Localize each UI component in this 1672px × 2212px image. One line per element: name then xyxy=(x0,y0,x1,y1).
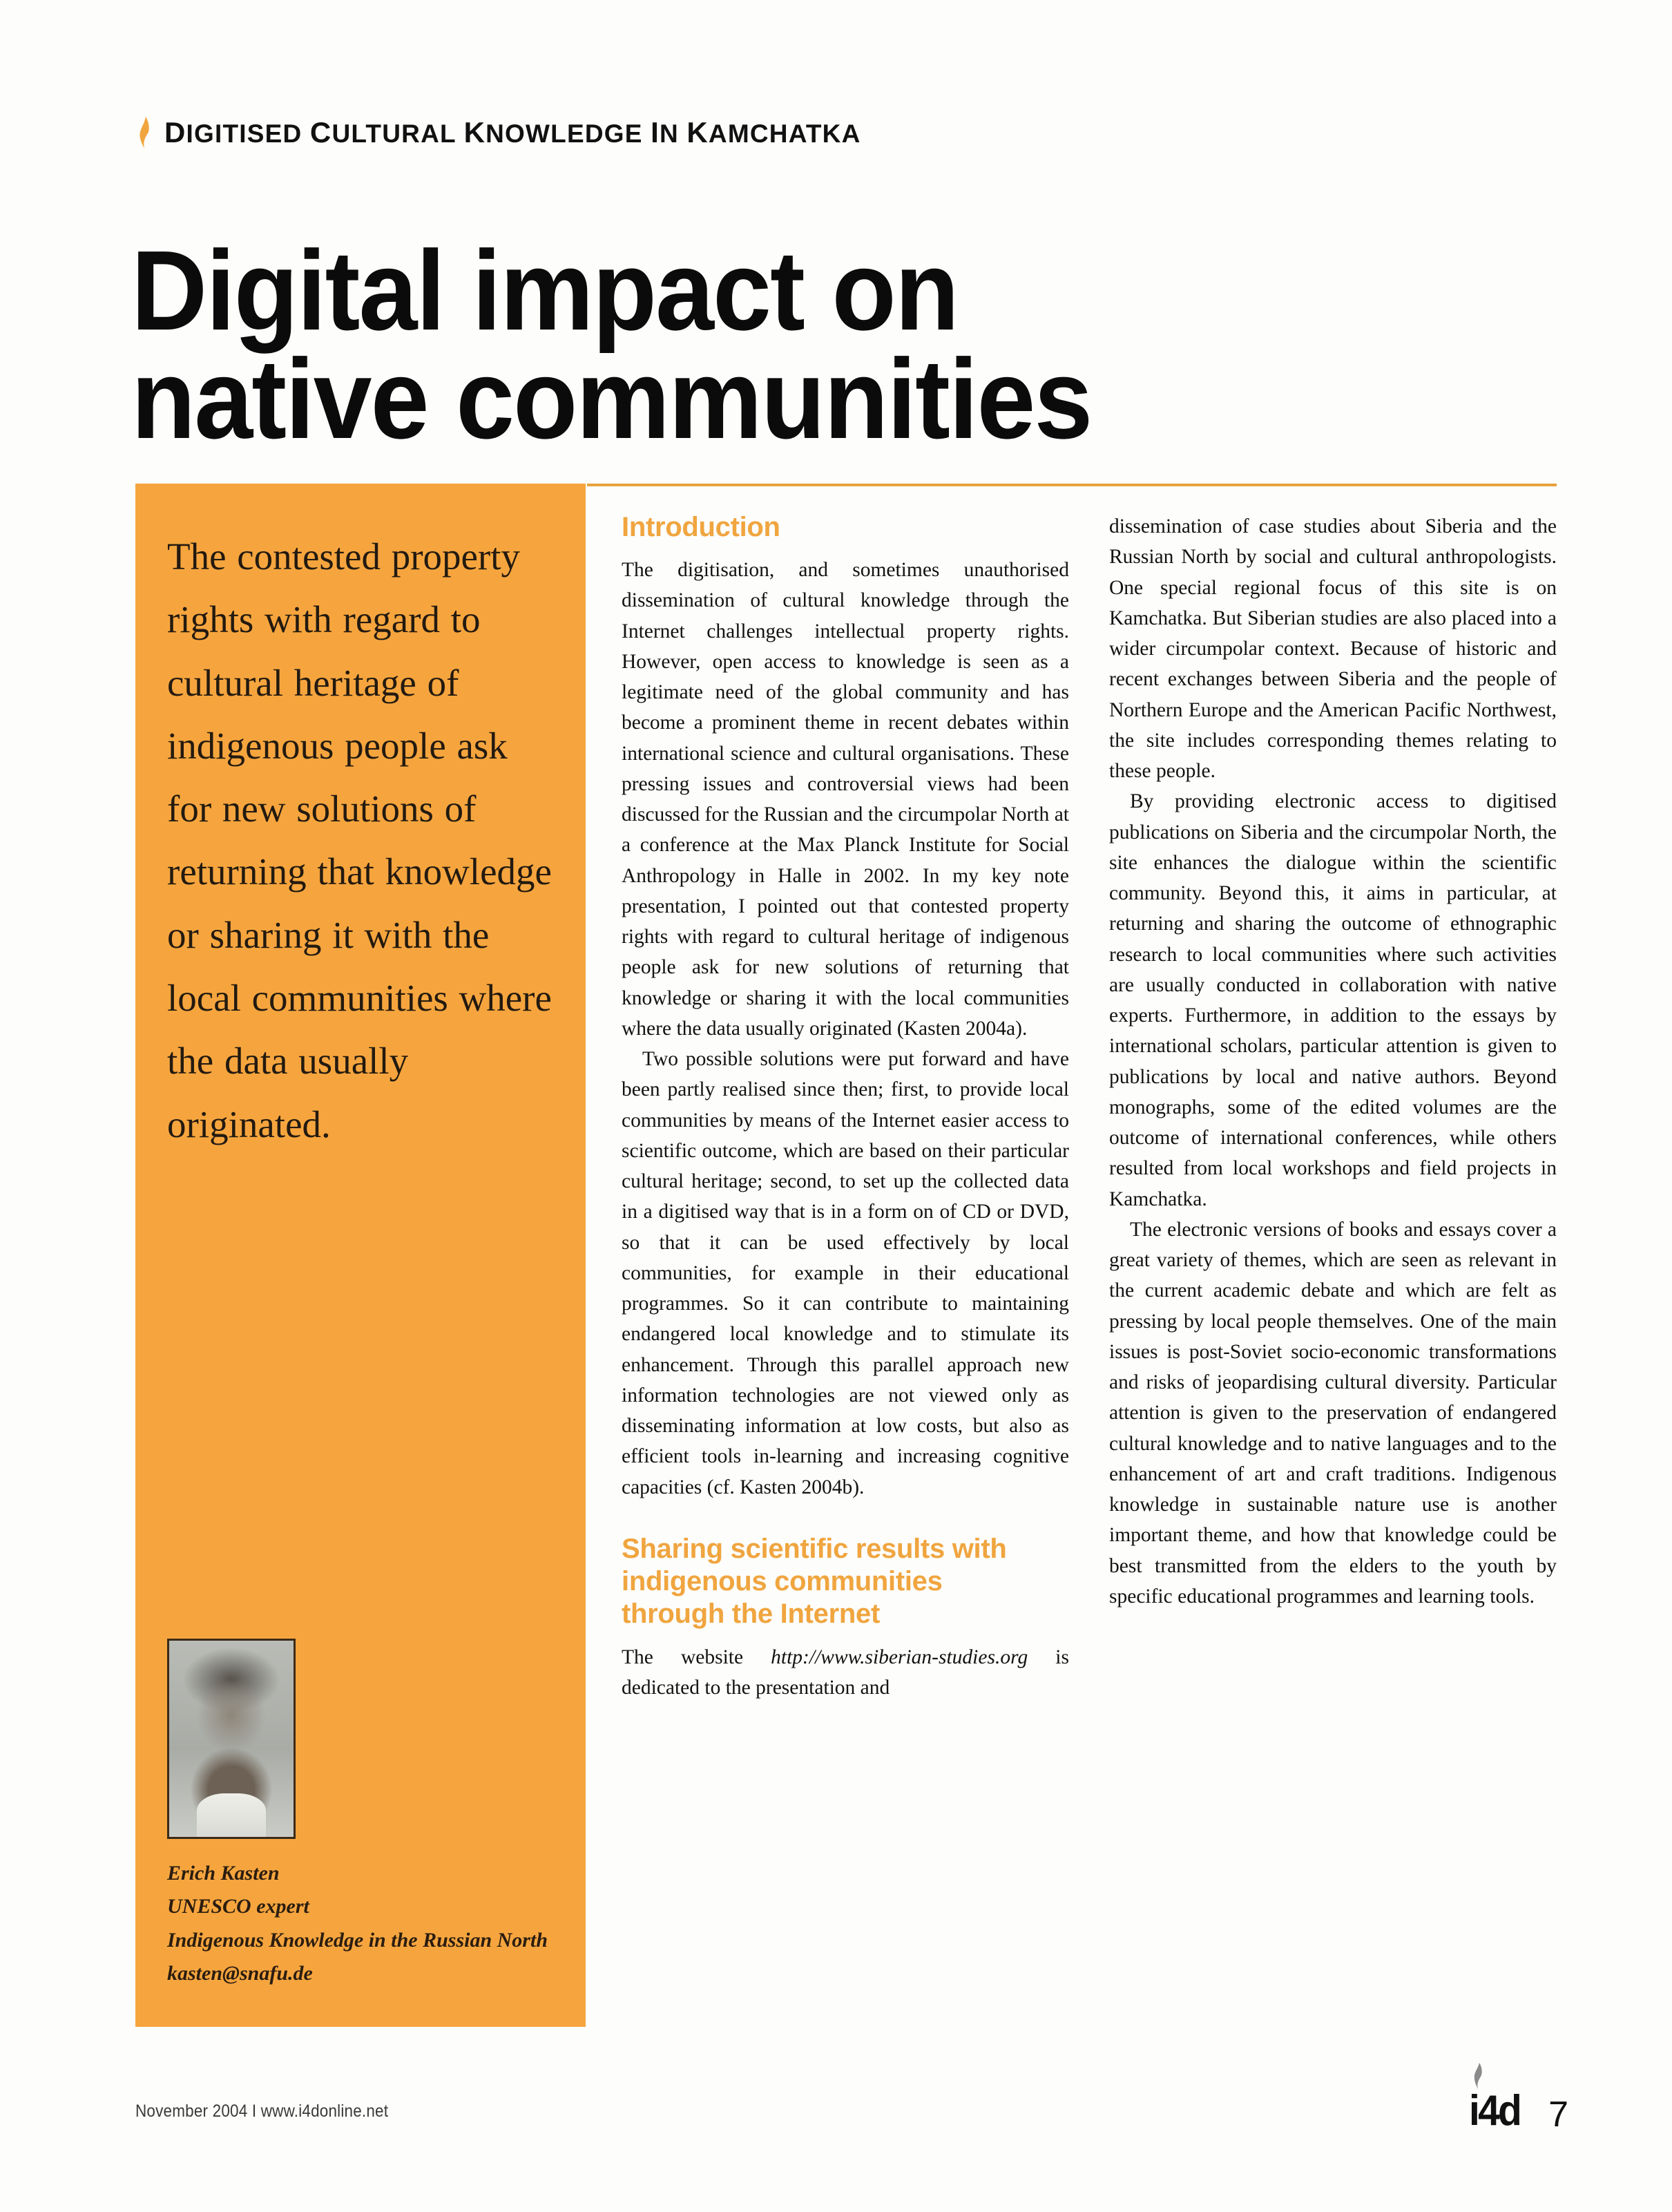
author-portrait-photo xyxy=(167,1639,296,1839)
pull-quote-text: The contested property rights with regard to cultural heritage of indigenous people ask for new solutions of returning that knowledge or sharing it with the local communities where the data usually originated. xyxy=(167,535,552,1145)
paragraph: The electronic versions of books and essays cover a great variety of themes, which are seen as relevant in the current academic debate and which are felt as pressing by local people themselves. One of the main issues is post-Soviet socio-economic transformations and risks of jeopardising cultural diversity. Particular attention is given to the preservation of endangered cultural knowledge and to native languages and to the enhancement of art and craft traditions. Indigenous knowledge in sustainable nature use is another important theme, and how that knowledge could be best transmitted from the elders to the youth by specific educational programmes and learning tools. xyxy=(1109,1218,1557,1608)
author-affiliation: Indigenous Knowledge in the Russian North xyxy=(167,1928,548,1952)
author-details xyxy=(167,1857,554,1991)
footer-right-group xyxy=(1469,2086,1568,2135)
headline-line-2: native communities xyxy=(131,336,1092,463)
page-title xyxy=(131,227,1352,463)
section-heading-sharing-line-2: indigenous communities xyxy=(622,1566,943,1597)
author-email[interactable]: kasten@snafu.de xyxy=(167,1962,313,1985)
i4d-logo-text: i4d xyxy=(1469,2087,1521,2135)
pull-quote-panel xyxy=(135,484,586,2027)
page-number: 7 xyxy=(1548,2095,1568,2135)
paragraph: The digitisation, and sometimes unauthorised dissemination of cultural knowledge through the Internet challenges intellectual property rights. However, open access to knowledge is seen as a legitimate need of the global community and has become a prominent theme in recent debates within international science and cultural organisations. These pressing issues and controversial views had been discussed for the Russian and the circumpolar North at a conference at the Max Planck Institute for Social Anthropology in Halle in 2002. In my key note presentation, I pointed out that contested property rights with regard to cultural heritage of indigenous people ask for new solutions of returning that knowledge or sharing it with the local communities where the data usually originated (Kasten 2004a). xyxy=(622,559,1069,1040)
author-role: UNESCO expert xyxy=(167,1895,309,1918)
paragraph-with-url xyxy=(622,1642,1069,1704)
footer-issue-line: November 2004 I www.i4donline.net xyxy=(135,2101,389,2121)
kicker-text: DIGITISED CULTURAL KNOWLEDGE IN KAMCHATKA xyxy=(164,116,861,149)
i4d-logo xyxy=(1469,2086,1525,2135)
headline-line-1: Digital impact on xyxy=(131,227,959,354)
section-heading-introduction: Introduction xyxy=(622,512,780,542)
paragraph: dissemination of case studies about Siberia and the Russian North by social and cultural anthropologists. One special regional focus of this site is on Kamchatka. But Siberian studies are also placed into a wider circumpolar context. Because of historic and recent exchanges between Siberia and the people of Northern Europe and the American Pacific Northwest, the site includes corresponding themes relating to these people. xyxy=(1109,515,1557,782)
body-column-middle xyxy=(622,511,1069,1703)
author-name: Erich Kasten xyxy=(167,1861,280,1885)
section-heading-sharing-line-3: through the Internet xyxy=(622,1599,880,1630)
website-url[interactable]: http://www.siberian-studies.org xyxy=(771,1646,1028,1668)
paragraph: By providing electronic access to digitised publications on Siberia and the circumpolar North, the site enhances the dialogue within the scientific community. Beyond this, it aims in particular, at returning and sharing the outcome of ethnographic research to local communities where such activities are usually conducted in collaboration with native experts. Furthermore, in addition to the essays by international scholars, particular attention is given to publications by local and native authors. Beyond monographs, some of the edited volumes are the outcome of international conferences, while others resulted from local workshops and field projects in Kamchatka. xyxy=(1109,790,1557,1210)
author-block xyxy=(167,1639,554,1991)
paragraph: Two possible solutions were put forward and have been partly realised since then; first, to provide local communities by means of the Internet easier access to scientific outcome, which are based on their particular cultural heritage; second, to set up the collected data in a digitised way that is in a form on of CD or DVD, so that it can be used effectively by local communities, for example in their educational programmes. So it can contribute to maintaining endangered local knowledge and to stimulate its enhancement. Through this parallel approach new information technologies are not viewed only as disseminating information at low costs, but also as efficient tools in-learning and increasing cognitive capacities (cf. Kasten 2004b). xyxy=(622,1048,1069,1498)
flame-icon xyxy=(135,117,153,149)
kicker xyxy=(135,116,861,149)
paragraph-text-before-url: The website xyxy=(622,1646,771,1668)
section-heading-sharing xyxy=(622,1533,1069,1631)
header-rule xyxy=(587,484,1557,486)
body-column-right xyxy=(1109,511,1557,1612)
section-heading-sharing-line-1: Sharing scientific results with xyxy=(622,1533,1007,1564)
paragraph-text-after-url: is dedicated to the presentation and xyxy=(622,1646,1069,1699)
flame-icon xyxy=(1470,2063,1486,2089)
